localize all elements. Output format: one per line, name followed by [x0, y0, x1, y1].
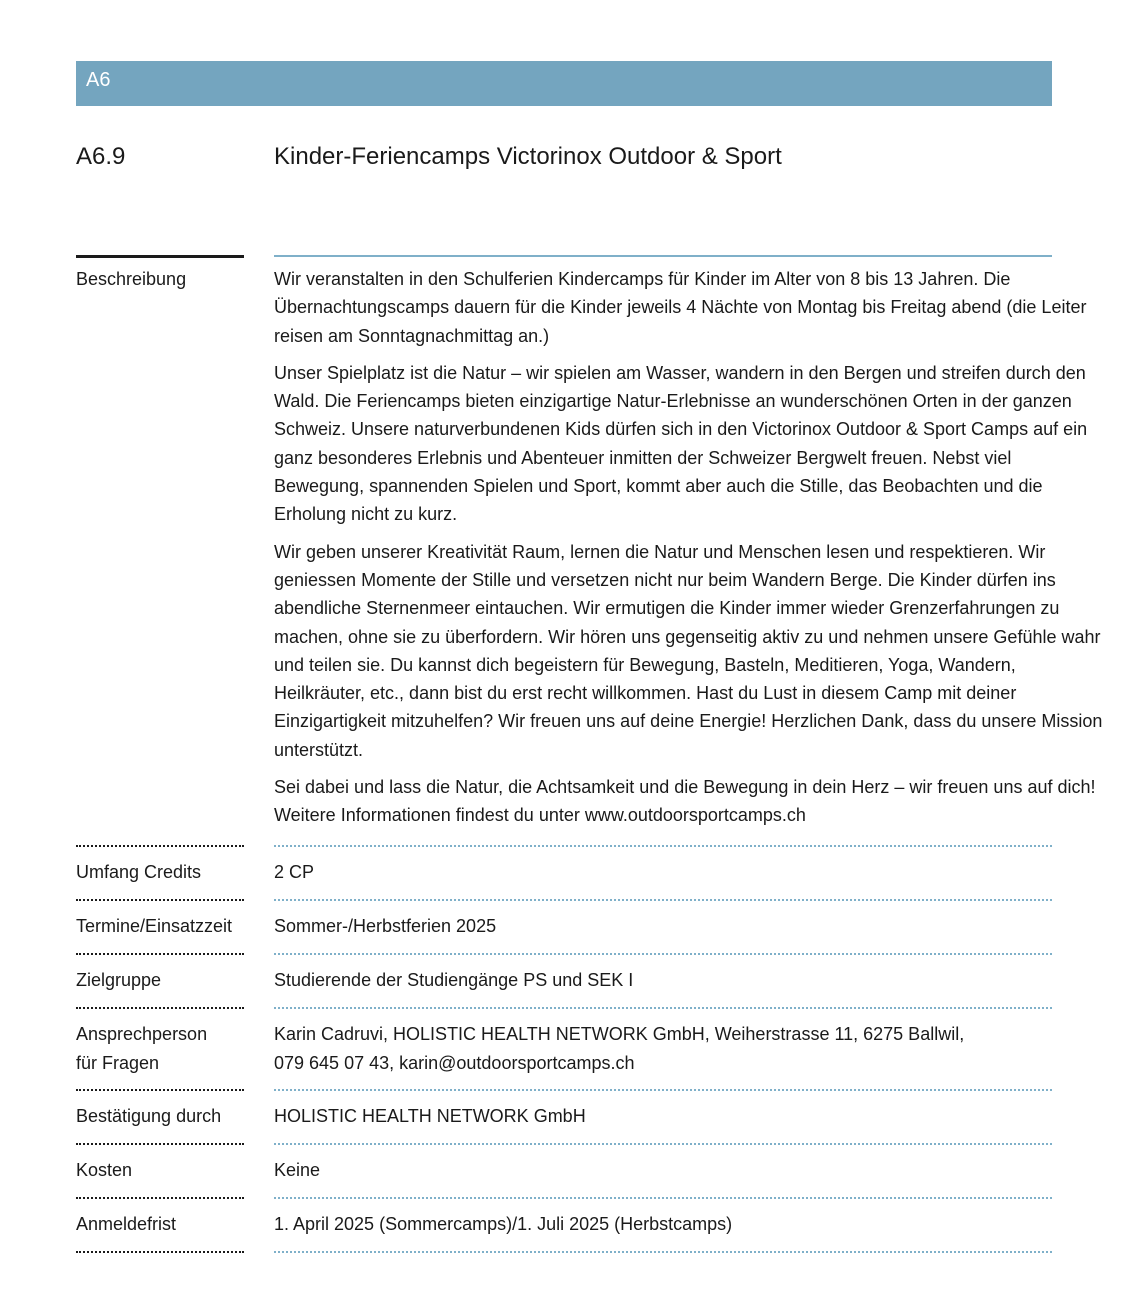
row-divider: [274, 1197, 1052, 1199]
description-paragraph: Sei dabei und lass die Natur, die Achtsamkeit und die Bewegung in dein Herz – wir freuen uns auf dich! Weitere Informationen findest du unter www.outdoorsportcamps.ch: [274, 777, 1096, 826]
row-divider: [76, 1089, 244, 1091]
kosten-value: Keine: [274, 1160, 321, 1180]
row-divider: [76, 1197, 244, 1199]
termine-label: Termine/Einsatzzeit: [76, 916, 233, 936]
row-divider: [76, 1143, 244, 1145]
row-divider: [274, 899, 1052, 901]
contact-phone-email: 079 645 07 43, karin@outdoorsportcamps.ch: [274, 1053, 635, 1073]
contact-label-line: Ansprechperson: [76, 1024, 208, 1044]
description-paragraph: Unser Spielplatz ist die Natur – wir spielen am Wasser, wandern in den Bergen und streifen durch den Wald. Die Feriencamps bieten einzigartige Natur-Erlebnisse an wunderschönen Orten in der ganzen Schweiz. Unsere naturverbundenen Kids dürfen sich in den Victorinox Outdoor & Sport Camps auf ein ganz besonderes Erlebnis und Abenteuer inmitten der Schweizer Bergwelt freuen. Nebst viel Bewegung, spannenden Spielen und Sport, kommt aber auch die Stille, das Beobachten und die Erholung nicht zu kurz.: [274, 362, 1088, 525]
zielgruppe-label: Zielgruppe: [76, 970, 162, 990]
row-divider: [274, 953, 1052, 955]
row-divider: [274, 1143, 1052, 1145]
row-divider: [76, 953, 244, 955]
termine-value: Sommer-/Herbstferien 2025: [274, 916, 497, 936]
description-paragraph: Wir geben unserer Kreativität Raum, lernen die Natur und Menschen lesen und respektieren. Wir geniessen Momente der Stille und versetzen nicht nur beim Wandern Berge. Die Kinder dürfen ins abendliche Sternenmeer eintauchen. Wir ermutigen die Kinder immer wieder Grenzerfahrungen zu machen, ohne sie zu überfordern. Wir hören uns gegenseitig aktiv zu und nehmen unsere Gefühle wahr und teilen sie. Du kannst dich begeistern für Bewegung, Basteln, Meditieren, Yoga, Wandern, Heilkräuter, etc., dann bist du erst recht willkommen. Hast du Lust in diesem Camp mit deiner Einzigartigkeit mitzuhelfen? Wir freuen uns auf deine Energie! Herzlichen Dank, dass du unsere Mission unterstützt.: [274, 541, 1103, 760]
anmeldefrist-value: 1. April 2025 (Sommercamps)/1. Juli 2025 (Herbstcamps): [274, 1214, 733, 1234]
description-text: [274, 265, 1106, 839]
description-label: Beschreibung: [76, 269, 187, 289]
bestaetigung-value: HOLISTIC HEALTH NETWORK GmbH: [274, 1106, 586, 1126]
content-column-rule: [274, 255, 1052, 257]
section-number: A6.9: [76, 143, 126, 170]
row-divider: [274, 1007, 1052, 1009]
row-divider: [76, 899, 244, 901]
contact-label-line: für Fragen: [76, 1053, 160, 1073]
credits-value: 2 CP: [274, 862, 315, 882]
anmeldefrist-label: Anmeldefrist: [76, 1214, 177, 1234]
chapter-header-bar: [76, 61, 1052, 106]
row-divider: [76, 845, 244, 847]
kosten-label: Kosten: [76, 1160, 133, 1180]
row-divider: [76, 1007, 244, 1009]
credits-label: Umfang Credits: [76, 862, 202, 882]
bestaetigung-label: Bestätigung durch: [76, 1106, 222, 1126]
label-column-rule: [76, 255, 244, 258]
row-divider: [76, 1251, 244, 1253]
chapter-label: A6: [86, 69, 111, 91]
contact-value: [274, 1020, 1074, 1078]
contact-label: [76, 1020, 266, 1078]
row-divider: [274, 1089, 1052, 1091]
row-divider: [274, 1251, 1052, 1253]
contact-address: Karin Cadruvi, HOLISTIC HEALTH NETWORK GmbH, Weiherstrasse 11, 6275 Ballwil,: [274, 1024, 965, 1044]
section-title: Kinder-Feriencamps Victorinox Outdoor & Sport: [274, 143, 782, 170]
description-paragraph: Wir veranstalten in den Schulferien Kindercamps für Kinder im Alter von 8 bis 13 Jahren. Die Übernachtungscamps dauern für die Kinder jeweils 4 Nächte von Montag bis Freitag abend (die Leiter reisen am Sonntagnachmittag an.): [274, 269, 1087, 346]
row-divider: [274, 845, 1052, 847]
zielgruppe-value: Studierende der Studiengänge PS und SEK I: [274, 970, 634, 990]
